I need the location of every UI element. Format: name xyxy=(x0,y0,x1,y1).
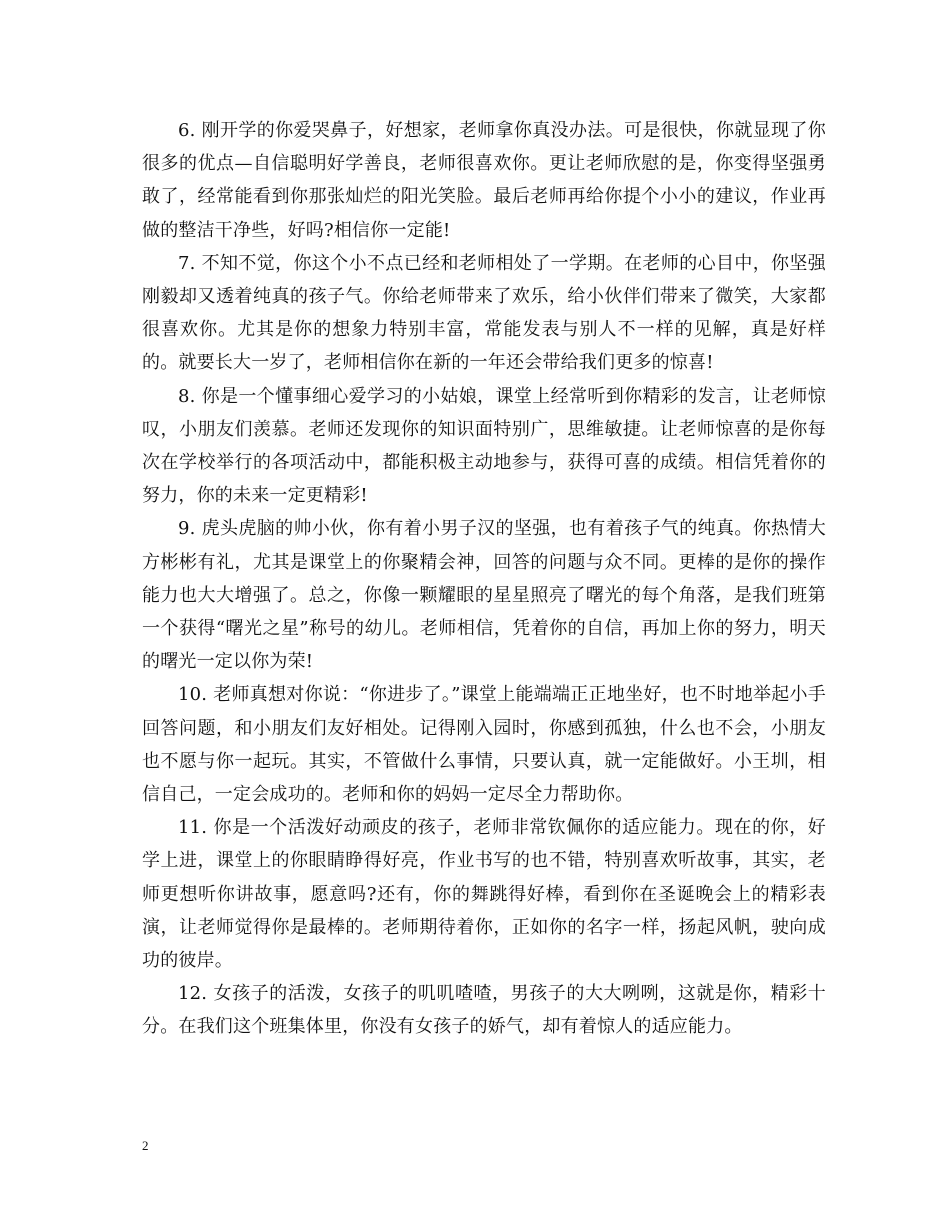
paragraph-7: 7. 不知不觉，你这个小不点已经和老师相处了一学期。在老师的心目中，你坚强刚毅却又透着纯真的孩子气。你给老师带来了欢乐，给小伙伴们带来了微笑，大家都很喜欢你。尤其是你的想象力特别丰富，常能发表与别人不一样的见解，真是好样的。就要长大一岁了，老师相信你在新的一年还会带给我们更多的惊喜! xyxy=(142,252,826,374)
paragraph-9: 9. 虎头虎脑的帅小伙，你有着小男子汉的坚强，也有着孩子气的纯真。你热情大方彬彬有礼，尤其是课堂上的你聚精会神，回答的问题与众不同。更棒的是你的操作能力也大大增强了。总之，你像一颗耀眼的星星照亮了曙光的每个角落，是我们班第一个获得“曙光之星”称号的幼儿。老师相信，凭着你的自信，再加上你的努力，明天的曙光一定以你为荣! xyxy=(142,518,826,673)
paragraph-10: 10. 老师真想对你说：“你进步了。”课堂上能端端正正地坐好，也不时地举起小手回答问题，和小朋友们友好相处。记得刚入园时，你感到孤独，什么也不会，小朋友也不愿与你一起玩。其实，不管做什么事情，只要认真，就一定能做好。小王圳，相信自己，一定会成功的。老师和你的妈妈一定尽全力帮助你。 xyxy=(142,684,826,806)
document-body xyxy=(142,114,826,1044)
page-number: 2 xyxy=(142,1138,149,1153)
paragraph-12: 12. 女孩子的活泼，女孩子的叽叽喳喳，男孩子的大大咧咧，这就是你，精彩十分。在我们这个班集体里，你没有女孩子的娇气，却有着惊人的适应能力。 xyxy=(142,983,826,1038)
paragraph-6: 6. 刚开学的你爱哭鼻子，好想家，老师拿你真没办法。可是很快，你就显现了你很多的优点—自信聪明好学善良，老师很喜欢你。更让老师欣慰的是，你变得坚强勇敢了，经常能看到你那张灿烂的阳光笑脸。最后老师再给你提个小小的建议，作业再做的整洁干净些，好吗?相信你一定能! xyxy=(142,120,826,241)
paragraph-8: 8. 你是一个懂事细心爱学习的小姑娘，课堂上经常听到你精彩的发言，让老师惊叹，小朋友们羡慕。老师还发现你的知识面特别广，思维敏捷。让老师惊喜的是你每次在学校举行的各项活动中，都能积极主动地参与，获得可喜的成绩。相信凭着你的努力，你的未来一定更精彩! xyxy=(142,385,826,507)
paragraph-11: 11. 你是一个活泼好动顽皮的孩子，老师非常钦佩你的适应能力。现在的你，好学上进，课堂上的你眼睛睁得好亮，作业书写的也不错，特别喜欢听故事，其实，老师更想听你讲故事，愿意吗?还有，你的舞跳得好棒，看到你在圣诞晚会上的精彩表演，让老师觉得你是最棒的。老师期待着你，正如你的名字一样，扬起风帆，驶向成功的彼岸。 xyxy=(142,817,826,972)
